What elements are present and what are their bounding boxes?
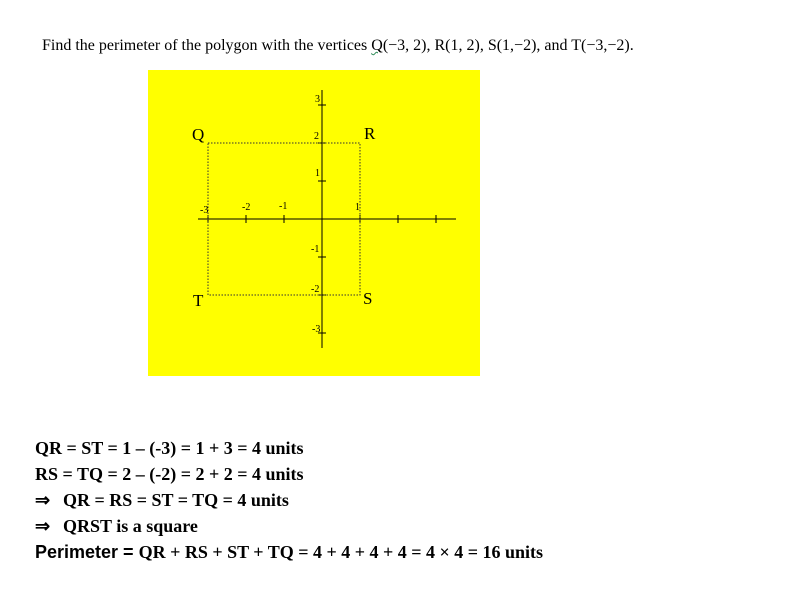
y-tick-label: 2: [314, 131, 319, 142]
y-tick-label: -2: [311, 284, 320, 295]
solution-line-1: QR = ST = 1 – (-3) = 1 + 3 = 4 units: [35, 438, 304, 458]
y-tick-label: -3: [312, 324, 321, 335]
x-tick-label: -2: [242, 202, 251, 213]
implies-icon: ⇒: [35, 490, 51, 510]
x-tick-label: -1: [279, 201, 288, 212]
question-prefix: Find the perimeter of the polygon with the vertices: [42, 37, 372, 54]
x-tick-label: 1: [355, 202, 360, 213]
vertex-label-t: T: [193, 291, 204, 310]
y-tick-label: 3: [315, 94, 320, 105]
vertex-label-s: S: [363, 289, 373, 308]
solution-block: [35, 435, 543, 565]
solution-line-3-text: QR = RS = ST = TQ = 4 units: [63, 490, 289, 510]
y-tick-label: 1: [315, 168, 320, 179]
perimeter-label: Perimeter =: [35, 542, 139, 562]
solution-line-3: [35, 487, 543, 513]
question-rest: (−3, 2), R(1, 2), S(1,−2), and T(−3,−2).: [382, 37, 634, 54]
vertex-label-q: Q: [192, 125, 205, 144]
coordinate-figure: [148, 70, 480, 376]
solution-line-2: RS = TQ = 2 – (-2) = 2 + 2 = 4 units: [35, 464, 304, 484]
solution-line-5: [35, 539, 543, 565]
x-tick-label: -3: [200, 205, 209, 216]
y-tick-label: -1: [311, 244, 320, 255]
coordinate-plane: [148, 70, 480, 376]
implies-icon: ⇒: [35, 516, 51, 536]
vertex-label-r: R: [364, 124, 376, 143]
solution-line-4-text: QRST is a square: [63, 516, 198, 536]
question-vertex-q: Q: [371, 37, 383, 54]
perimeter-expression: QR + RS + ST + TQ = 4 + 4 + 4 + 4 = 4 × 4 = 16 units: [138, 542, 544, 562]
solution-line-4: [35, 513, 543, 539]
question-text: [42, 37, 634, 55]
